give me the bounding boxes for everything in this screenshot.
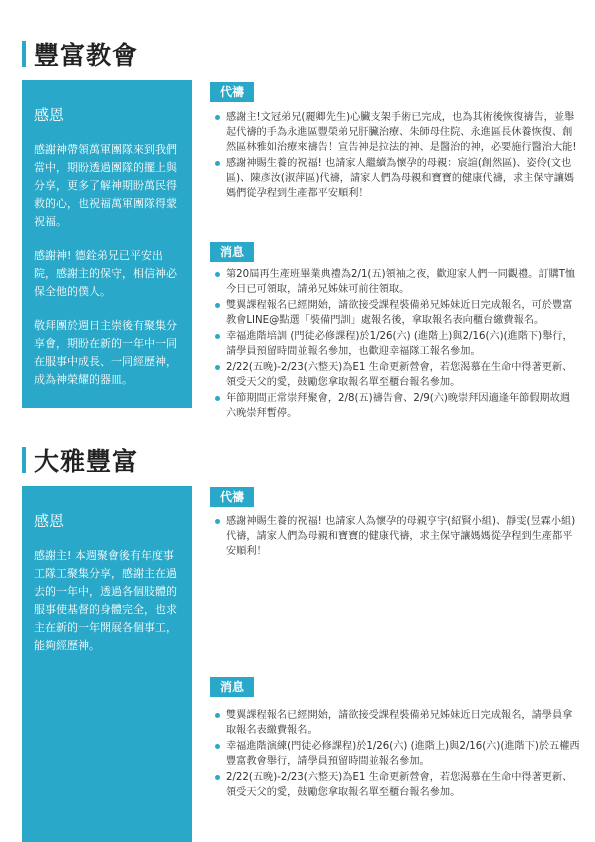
thanks-paragraph: 感謝神帶領萬軍團隊來到我們當中，期盼透過團隊的擺上與分享，更多了解神期盼萬民得救的心，也祝福萬軍團隊得蒙祝福。 <box>34 143 177 228</box>
news-list-daya <box>212 708 580 801</box>
thanks-paragraph: 感謝主! 本週聚會後有年度事工隊工聚集分享，感謝主在過去的一年中，透過各個肢體的服事使基督的身體完全，也求主在新的一年開展各個事工，能夠經歷神。 <box>34 549 177 652</box>
list-item: 感謝主!文冠弟兄(麗卿先生)心臟支架手術已完成，也為其術後恢復禱告，並舉起代禱的手為永進區豐榮弟兄肝臟治療、朱師母住院、永進區長休養恢復、創然區林雅如治療來禱告！宣告神是拉法的神、是醫治的神，必要施行醫治大能! <box>212 110 580 155</box>
prayer-tag: 代禱 <box>210 487 254 507</box>
list-item: 幸福進階演練(門徒必修課程)於1/26(六) (進階上)與2/16(六)(進階下)於五權西豐富教會舉行，請學員預留時間並報名參加。 <box>212 739 580 769</box>
list-item: 感謝神賜生養的祝福! 也請家人為懷孕的母親亨宇(紹賢小組)、靜雯(昱霖小組)代禱，請家人們為母親和寶寶的健康代禱，求主保守讓媽媽從孕程到生產都平安順利！ <box>212 514 580 559</box>
thanks-heading: 感恩 <box>34 512 65 530</box>
section-title-fengfu <box>22 36 138 72</box>
thanks-panel-daya <box>22 486 192 842</box>
thanks-heading: 感恩 <box>34 106 65 124</box>
list-item: 雙翼課程報名已經開始，請欲接受課程裝備弟兄姊妹近日完成報名，可於豐富教會LINE@點選「裝備門訓」處報名後，拿取報名表向櫃台繳費報名。 <box>212 298 580 328</box>
list-item: 2/22(五晚)-2/23(六整天)為E1 生命更新營會，若您渴慕在生命中得著更新、領受天父的愛，鼓勵您拿取報名單至櫃台報名參加。 <box>212 360 580 390</box>
title-accent-bar <box>22 447 26 473</box>
list-item: 年節期間正常崇拜聚會，2/8(五)禱告會、2/9(六)晚崇拜因適逢年節假期故週六晚崇拜暫停。 <box>212 391 580 421</box>
list-item: 幸福進階培訓 (門徒必修課程)於1/26(六) (進階上)與2/16(六)(進階下)舉行，請學員預留時間並報名參加，也歡迎幸福隊工報名參加。 <box>212 329 580 359</box>
thanks-paragraph: 敬拜團於週日主崇後有聚集分享會，期盼在新的一年中一同在服事中成長、一同經歷神，成為神榮耀的器皿。 <box>34 319 177 386</box>
list-item: 感謝神賜生養的祝福! 也請家人繼續為懷孕的母親：宸諠(創然區)、姿伶(文也區)、陳彥汝(淑萍區)代禱，請家人們為母親和寶寶的健康代禱，求主保守讓媽媽們從孕程到生產都平安順利！ <box>212 156 580 201</box>
list-item: 雙翼課程報名已經開始，請欲接受課程裝備弟兄姊妹近日完成報名，請學員拿取報名表繳費報名。 <box>212 708 580 738</box>
thanks-paragraph: 感謝神! 德銓弟兄已平安出院，感謝主的保守，相信神必保全他的僕人。 <box>34 249 177 298</box>
section-title-daya <box>22 442 138 478</box>
thanks-panel-fengfu <box>22 80 192 408</box>
prayer-list-fengfu <box>212 110 580 202</box>
title-accent-bar <box>22 41 26 67</box>
section-title-text: 豐富教會 <box>34 41 139 70</box>
prayer-tag: 代禱 <box>210 82 254 102</box>
list-item: 2/22(五晚)-2/23(六整天)為E1 生命更新營會，若您渴慕在生命中得著更新、領受天父的愛，鼓勵您拿取報名單至櫃台報名參加。 <box>212 770 580 800</box>
prayer-list-daya <box>212 514 580 560</box>
list-item: 第20屆再生產班畢業典禮為2/1(五)領袖之夜，歡迎家人們一同觀禮。訂購T恤今日已可領取，請弟兄姊妹可前往領取。 <box>212 267 580 297</box>
section-title-text: 大雅豐富 <box>34 447 139 476</box>
news-list-fengfu <box>212 267 580 422</box>
news-tag: 消息 <box>210 242 254 262</box>
news-tag: 消息 <box>210 677 254 697</box>
